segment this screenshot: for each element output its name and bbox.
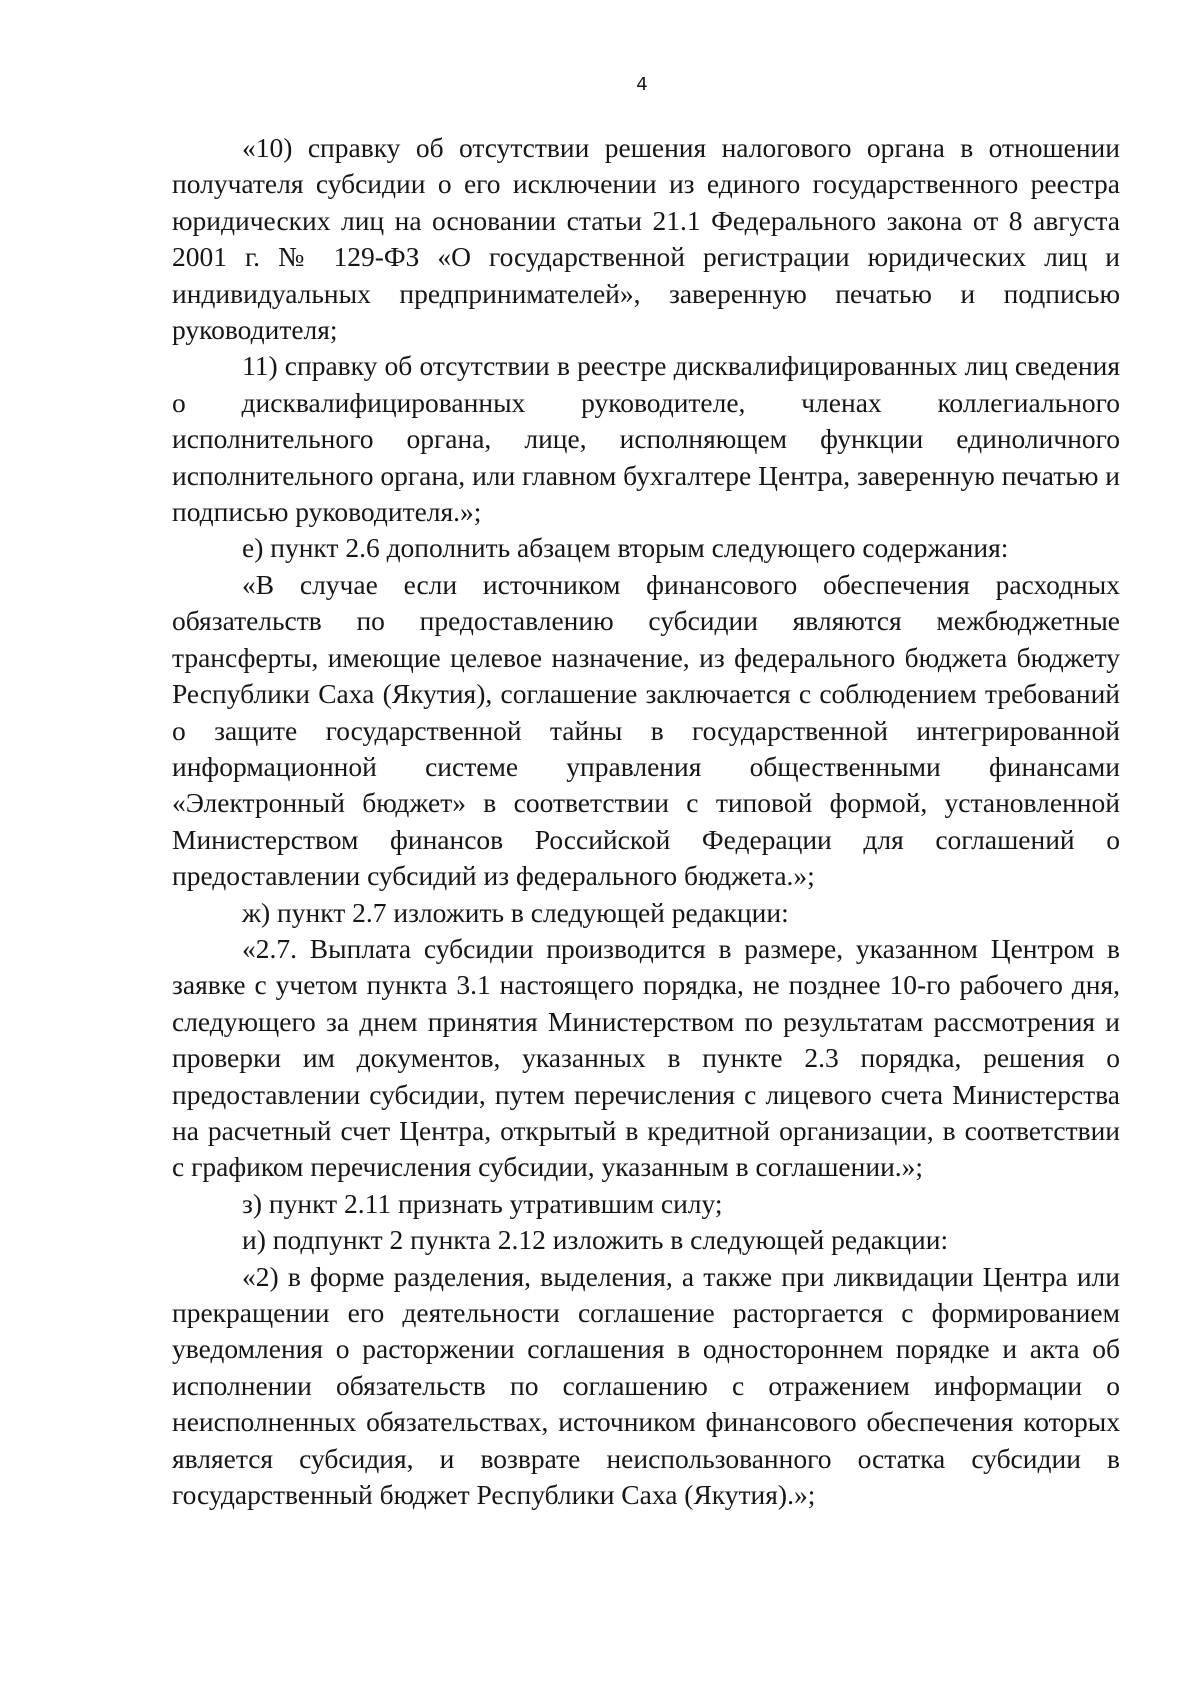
paragraph-item-10: «10) справку об отсутствии решения налогового органа в отношении получателя субсидии о его исключении из единого государственного реестра юридических лиц на основании статьи 21.1 Федерального закона от 8 августа 2001 г. № 129-ФЗ «О государственной регистрации юридических лиц и индивидуальных предпринимателей», заверенную печатью и подписью руководителя; [172, 132, 1120, 346]
paragraph-clause-2-6-text: «В случае если источником финансового обеспечения расходных обязательств по предоставлению субсидии являются межбюджетные трансферты, имеющие целевое назначение, из федерального бюджета бюджету Республики Саха (Якутия), соглашение заключается с соблюдением требований о защите государственной тайны в государственной интегрированной информационной системе управления общественными финансами «Электронный бюджет» в соответствии с типовой формой, установленной Министерством финансов Российской Федерации для соглашений о предоставлении субсидий из федерального бюджета.»; [172, 568, 1120, 892]
paragraph-item-11: 11) справку об отсутствии в реестре дисквалифицированных лиц сведения о дисквалифицированных руководителе, членах коллегиального исполнительного органа, лице, исполняющем функции единоличного исполнительного органа, или главном бухгалтере Центра, заверенную печатью и подписью руководителя.»; [172, 350, 1120, 528]
paragraph-clause-2-7-text: «2.7. Выплата субсидии производится в размере, указанном Центром в заявке с учетом пункта 3.1 настоящего порядка, не позднее 10-го рабочего дня, следующего за днем принятия Министерством по результатам рассмотрения и проверки им документов, указанных в пункте 2.3 порядка, решения о предоставлении субсидии, путем перечисления с лицевого счета Министерства на расчетный счет Центра, открытый в кредитной организации, в соответствии с графиком перечисления субсидии, указанным в соглашении.»; [172, 932, 1120, 1183]
paragraph-amendment-i: и) подпункт 2 пункта 2.12 изложить в следующей редакции: [242, 1224, 949, 1256]
paragraph-subclause-2-text: «2) в форме разделения, выделения, а также при ликвидации Центра или прекращении его деятельности соглашение расторгается с формированием уведомления о расторжении соглашения в одностороннем порядке и акта об исполнении обязательств по соглашению с отражением информации о неисполненных обязательствах, источником финансового обеспечения которых является субсидия, и возврате неиспользованного остатка субсидии в государственный бюджет Республики Саха (Якутия).»; [172, 1260, 1120, 1511]
paragraph-amendment-z: з) пункт 2.11 признать утратившим силу; [242, 1187, 723, 1219]
paragraph-amendment-e: е) пункт 2.6 дополнить абзацем вторым следующего содержания: [242, 532, 1009, 564]
document-body [172, 130, 1120, 1513]
paragraph-amendment-zh: ж) пункт 2.7 изложить в следующей редакции: [242, 896, 789, 928]
page-number: 4 [636, 74, 648, 95]
